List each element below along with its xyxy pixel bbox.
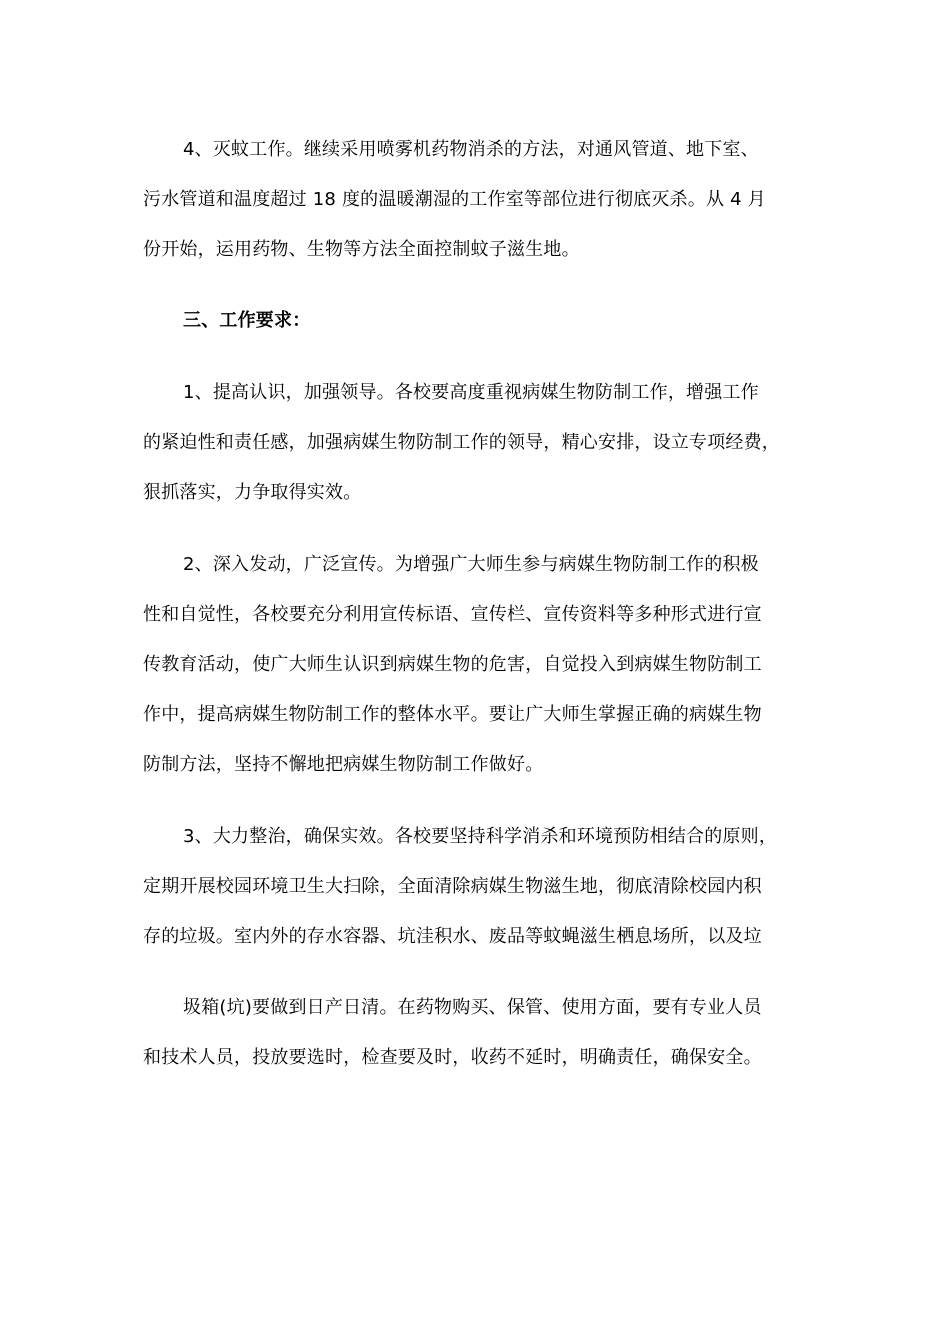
requirement-2-line-1: 2、深入发动，广泛宣传。为增强广大师生参与病媒生物防制工作的积极	[183, 554, 759, 575]
paragraph-4-line-2: 污水管道和温度超过 18 度的温暖潮湿的工作室等部位进行彻底灭杀。从 4 月	[143, 189, 766, 210]
requirement-3-line-3: 存的垃圾。室内外的存水容器、坑洼积水、废品等蚊蝇滋生栖息场所，以及垃	[143, 926, 762, 947]
requirement-3-line-4: 圾箱(坑)要做到日产日清。在药物购买、保管、使用方面，要有专业人员	[183, 997, 762, 1018]
section-heading-requirements: 三、工作要求：	[183, 310, 311, 331]
requirement-3-line-1: 3、大力整治，确保实效。各校要坚持科学消杀和环境预防相结合的原则，	[183, 826, 778, 847]
requirement-1-line-2: 的紧迫性和责任感，加强病媒生物防制工作的领导，精心安排，设立专项经费，	[143, 432, 780, 453]
paragraph-4-line-1: 4、灭蚊工作。继续采用喷雾机药物消杀的方法，对通风管道、地下室、	[183, 139, 759, 160]
requirement-2-line-3: 传教育活动，使广大师生认识到病媒生物的危害，自觉投入到病媒生物防制工	[143, 654, 762, 675]
requirement-1-line-1: 1、提高认识，加强领导。各校要高度重视病媒生物防制工作，增强工作	[183, 382, 759, 403]
paragraph-4-line-3: 份开始，运用药物、生物等方法全面控制蚊子滋生地。	[143, 239, 580, 260]
requirement-3-line-2: 定期开展校园环境卫生大扫除，全面清除病媒生物滋生地，彻底清除校园内积	[143, 876, 762, 897]
requirement-2-line-5: 防制方法，坚持不懈地把病媒生物防制工作做好。	[143, 754, 544, 775]
requirement-3-line-5: 和技术人员，投放要选时，检查要及时，收药不延时，明确责任，确保安全。	[143, 1047, 762, 1068]
requirement-2-line-4: 作中，提高病媒生物防制工作的整体水平。要让广大师生掌握正确的病媒生物	[143, 704, 762, 725]
requirement-2-line-2: 性和自觉性，各校要充分利用宣传标语、宣传栏、宣传资料等多种形式进行宣	[143, 604, 762, 625]
requirement-1-line-3: 狠抓落实，力争取得实效。	[143, 482, 362, 503]
